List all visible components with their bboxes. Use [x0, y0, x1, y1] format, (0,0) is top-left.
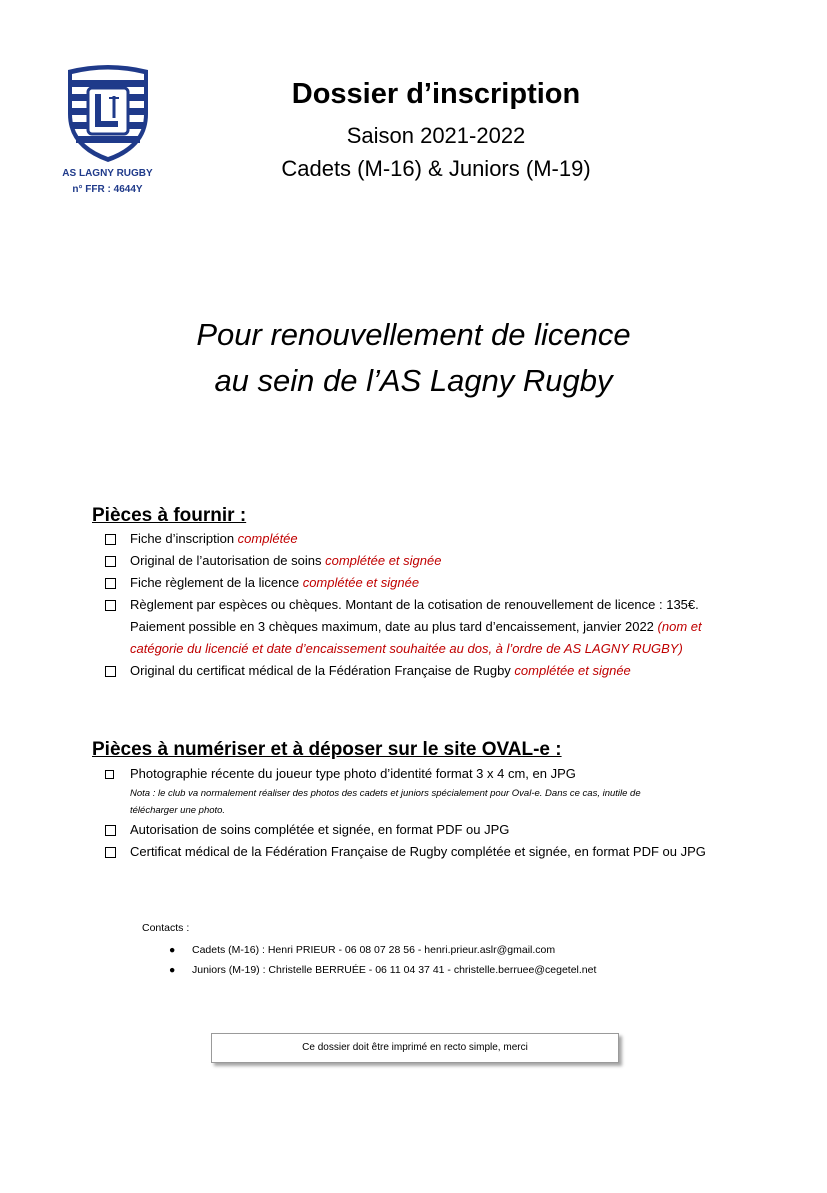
contacts-label: Contacts :	[142, 922, 190, 934]
item-text: Original de l’autorisation de soins	[130, 553, 326, 568]
bullet-icon: ●	[169, 964, 176, 976]
item-text: Paiement possible en 3 chèques maximum, date au plus tard d’encaissement, janvier 2022	[130, 619, 658, 634]
item-highlight: complétée	[237, 531, 298, 546]
checklist-pieces-fournir	[105, 528, 755, 682]
club-name: AS LAGNY RUGBY	[62, 168, 153, 179]
purpose-line-1: Pour renouvellement de licence	[196, 317, 631, 352]
purpose-line-2: au sein de l’AS Lagny Rugby	[214, 363, 613, 398]
item-highlight: catégorie du licencié et date d’encaissement souhaitée au dos, à l’ordre de AS LAGNY RUGBY)	[130, 641, 683, 656]
list-item	[105, 660, 755, 682]
print-notice: Ce dossier doit être imprimé en recto simple, merci	[211, 1033, 619, 1063]
contact-line	[142, 940, 596, 960]
item-text: Photographie récente du joueur type photo d’identité format 3 x 4 cm, en JPG	[130, 766, 576, 781]
item-text: Autorisation de soins complétée et signée, en format PDF ou JPG	[130, 822, 510, 837]
list-item	[105, 841, 755, 863]
checklist-pieces-numeriser	[105, 763, 755, 863]
list-item	[105, 572, 755, 594]
item-note: Nota : le club va normalement réaliser des photos des cadets et juniors spécialement pour Oval-e. Dans ce cas, inutile de	[130, 788, 641, 799]
contact-line	[142, 960, 596, 980]
list-item	[105, 819, 755, 841]
checkbox[interactable]	[105, 666, 116, 677]
item-text: Fiche d’inscription	[130, 531, 238, 546]
list-item	[105, 763, 755, 819]
checkbox[interactable]	[105, 600, 116, 611]
club-shield-icon	[62, 62, 154, 164]
contact-text: Juniors (M-19) : Christelle BERRUÉE - 06 11 04 37 41 - christelle.berruee@cegetel.net	[192, 964, 597, 976]
checkbox[interactable]	[105, 556, 116, 567]
club-ffr-number: n° FFR : 4644Y	[72, 184, 143, 195]
item-text: Original du certificat médical de la Fédération Française de Rugby	[130, 663, 515, 678]
item-text: Certificat médical de la Fédération Française de Rugby complétée et signée, en format PDF ou JPG	[130, 844, 706, 859]
section-heading-pieces-fournir: Pièces à fournir :	[92, 505, 247, 526]
contacts	[142, 922, 596, 980]
club-logo	[60, 62, 155, 164]
item-highlight: complétée et signée	[325, 553, 442, 568]
categories: Cadets (M-16) & Juniors (M-19)	[281, 156, 591, 181]
list-item	[105, 594, 755, 660]
page-title: Dossier d’inscription	[291, 78, 581, 110]
list-item	[105, 550, 755, 572]
season: Saison 2021-2022	[346, 123, 526, 148]
item-highlight: complétée et signée	[514, 663, 631, 678]
contact-text: Cadets (M-16) : Henri PRIEUR - 06 08 07 28 56 - henri.prieur.aslr@gmail.com	[192, 944, 556, 956]
item-highlight: (nom et	[657, 619, 702, 634]
checkbox[interactable]	[105, 847, 116, 858]
checkbox[interactable]	[105, 770, 114, 779]
list-item	[105, 528, 755, 550]
checkbox[interactable]	[105, 534, 116, 545]
item-note: télécharger une photo.	[130, 805, 226, 816]
item-highlight: complétée et signée	[302, 575, 420, 590]
item-text: Fiche règlement de la licence	[130, 575, 303, 590]
item-text: Règlement par espèces ou chèques. Montant de la cotisation de renouvellement de licence : 135€.	[130, 597, 699, 612]
bullet-icon: ●	[169, 944, 176, 956]
section-heading-pieces-numeriser: Pièces à numériser et à déposer sur le site OVAL-e :	[92, 739, 562, 760]
checkbox[interactable]	[105, 825, 116, 836]
checkbox[interactable]	[105, 578, 116, 589]
